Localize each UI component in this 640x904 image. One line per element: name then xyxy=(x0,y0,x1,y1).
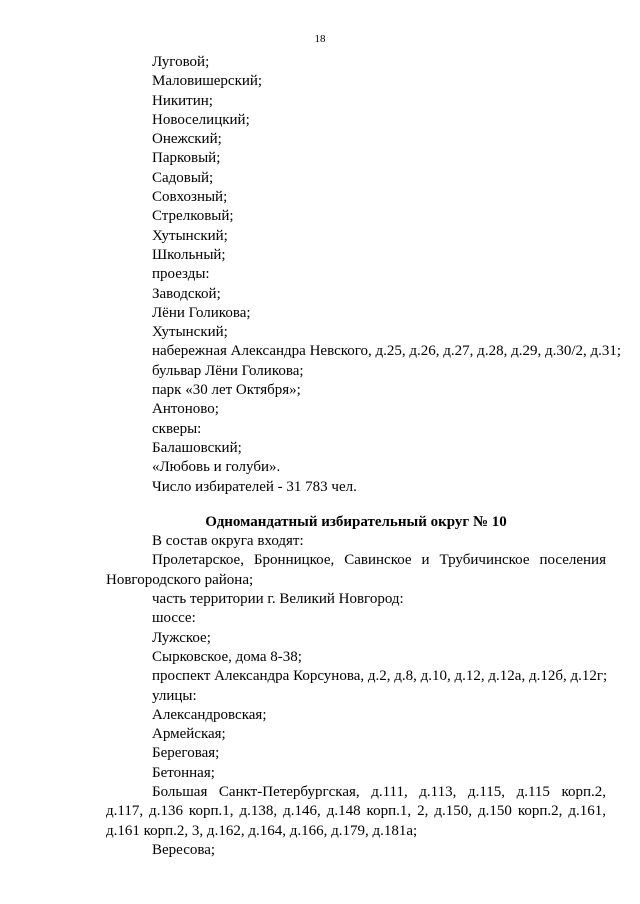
list-item: Антоново; xyxy=(152,401,219,418)
list-item: Вересова; xyxy=(152,841,216,858)
street-spb-line-cont: д.117, д.136 корп.1, д.138, д.146, д.148 корп.1, 2, д.150, д.150 корп.2, д.161, xyxy=(106,803,606,820)
list-item: Сырковское, дома 8-38; xyxy=(152,648,302,665)
list-item: набережная Александра Невского, д.25, д.26, д.27, д.28, д.29, д.30/2, д.31; xyxy=(152,343,622,360)
list-item: Совхозный; xyxy=(152,189,228,206)
list-item: Маловишерский; xyxy=(152,73,263,90)
voter-count: Число избирателей - 31 783 чел. xyxy=(152,478,357,495)
district-intro: В состав округа входят: xyxy=(152,533,304,550)
list-item: Школьный; xyxy=(152,246,226,263)
list-item: Лужское; xyxy=(152,629,211,646)
list-item: Онежский; xyxy=(152,131,222,148)
page-content xyxy=(106,53,622,860)
list-item: «Любовь и голуби». xyxy=(152,459,281,476)
list-item: часть территории г. Великий Новгород: xyxy=(152,591,404,608)
list-item: Береговая; xyxy=(152,745,220,762)
list-item: проезды: xyxy=(152,266,210,283)
page-number: 18 xyxy=(314,33,326,45)
list-item: Хутынский; xyxy=(152,227,228,244)
street-spb-line-end: д.161 корп.2, 3, д.162, д.164, д.166, д.179, д.181а; xyxy=(106,822,418,839)
list-item: улицы: xyxy=(152,687,197,704)
list-item: Бетонная; xyxy=(152,764,215,781)
list-item: Лёни Голикова; xyxy=(152,304,251,321)
list-item: Александровская; xyxy=(152,706,267,723)
list-item: Новоселицкий; xyxy=(152,111,250,128)
list-item: проспект Александра Корсунова, д.2, д.8, д.10, д.12, д.12а, д.12б, д.12г; xyxy=(152,668,608,685)
list-item: Заводской; xyxy=(152,285,221,302)
list-item: бульвар Лёни Голикова; xyxy=(152,362,304,379)
list-item: Никитин; xyxy=(152,92,213,109)
list-item: шоссе: xyxy=(152,610,196,627)
settlements-line: Пролетарское, Бронницкое, Савинское и Трубичинское поселения xyxy=(152,552,606,569)
list-item: Садовый; xyxy=(152,169,214,186)
street-spb-line: Большая Санкт-Петербургская, д.111, д.113, д.115, д.115 корп.2, xyxy=(152,783,606,800)
list-item: Стрелковый; xyxy=(152,208,234,225)
settlements-line-cont: Новгородского района; xyxy=(106,571,254,588)
list-item: Хутынский; xyxy=(152,324,228,341)
list-item: Парковый; xyxy=(152,150,221,167)
list-item: Луговой; xyxy=(152,54,210,70)
list-item: парк «30 лет Октября»; xyxy=(152,382,301,399)
list-item: скверы: xyxy=(152,420,202,437)
list-item: Армейская; xyxy=(152,726,226,743)
district-heading: Одномандатный избирательный округ № 10 xyxy=(205,513,507,530)
list-item: Балашовский; xyxy=(152,439,242,456)
